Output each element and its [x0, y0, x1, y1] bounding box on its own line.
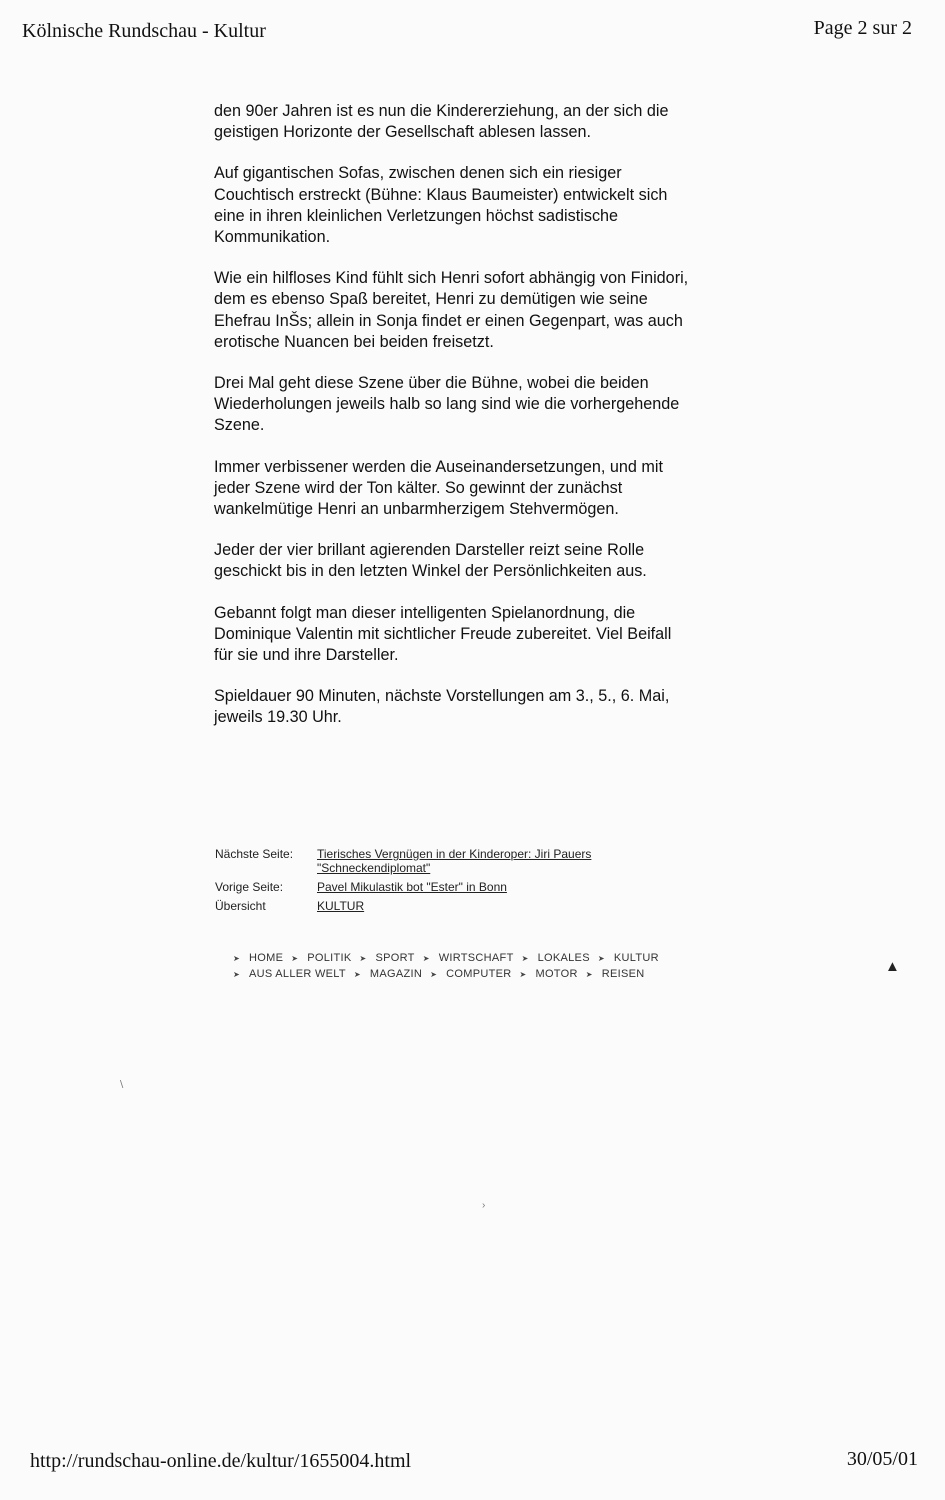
menu-item-label: LOKALES — [537, 952, 590, 964]
arrow-bullet-icon: ➤ — [353, 969, 361, 979]
arrow-bullet-icon: ➤ — [422, 953, 430, 963]
next-page-label: Nächste Seite: — [215, 847, 294, 861]
arrow-bullet-icon: ➤ — [597, 953, 605, 963]
paragraph-8: Spieldauer 90 Minuten, nächste Vorstellungen am 3., 5., 6. Mai, jeweils 19.30 Uhr. — [214, 687, 670, 727]
arrow-bullet-icon: ➤ — [430, 969, 438, 979]
arrow-bullet-icon: ➤ — [359, 953, 367, 963]
arrow-bullet-icon: ➤ — [585, 969, 593, 979]
menu-item-computer[interactable] — [430, 968, 511, 980]
menu-item-wirtschaft[interactable] — [423, 952, 514, 964]
section-menu — [233, 952, 703, 984]
scan-speck: › — [482, 1200, 486, 1211]
paragraph-4: Drei Mal geht diese Szene über die Bühne, wobei die beiden Wiederholungen jeweils halb so lang sind wie die vorhergehende Szene. — [214, 374, 680, 435]
arrow-bullet-icon: ➤ — [233, 953, 241, 963]
footer-date: 30/05/01 — [846, 1448, 918, 1470]
menu-item-magazin[interactable] — [354, 968, 422, 980]
page-header-title: Kölnische Rundschau - Kultur — [22, 20, 266, 42]
section-menu-row-2 — [233, 968, 703, 980]
article-body — [214, 101, 694, 749]
paragraph-5: Immer verbissener werden die Auseinandersetzungen, und mit jeder Szene wird der Ton kälter. So gewinnt der zunächst wankelmütige Henri an unbarmherzigem Stehvermögen. — [214, 457, 663, 519]
menu-item-label: HOME — [249, 952, 284, 964]
menu-item-aus-aller-welt[interactable] — [233, 968, 346, 980]
arrow-bullet-icon: ➤ — [233, 969, 241, 979]
paragraph-3: Wie ein hilfloses Kind fühlt sich Henri sofort abhängig von Finidori, dem es ebenso Spaß bereitet, Henri zu demütigen wie seine Ehefrau InŠs; allein in Sonja findet er einen Gegenpart, was auch erotische Nuancen bei beiden freisetzt. — [214, 269, 689, 351]
menu-item-label: COMPUTER — [446, 968, 512, 980]
menu-item-label: WIRTSCHAFT — [438, 952, 514, 964]
menu-item-label: AUS ALLER WELT — [249, 968, 346, 980]
overview-link[interactable]: KULTUR — [317, 899, 365, 913]
arrow-bullet-icon: ➤ — [291, 953, 299, 963]
paragraph-2: Auf gigantischen Sofas, zwischen denen sich ein riesiger Couchtisch erstreckt (Bühne: Klaus Baumeister) entwickelt sich eine in ihren kleinlichen Verletzungen höchst sadistische Kommunikation. — [214, 164, 668, 247]
section-menu-row-1 — [233, 952, 703, 964]
previous-page-row — [215, 880, 685, 894]
footer-url: http://rundschau-online.de/kultur/1655004.html — [30, 1450, 412, 1472]
paragraph-1: den 90er Jahren ist es nun die Kindererziehung, an der sich die geistigen Horizonte der Gesellschaft ablesen lassen. — [214, 102, 669, 142]
menu-item-label: SPORT — [375, 952, 415, 964]
menu-item-home[interactable] — [233, 952, 283, 964]
menu-item-label: POLITIK — [307, 952, 352, 964]
overview-label: Übersicht — [215, 899, 266, 913]
previous-page-label: Vorige Seite: — [215, 880, 284, 894]
overview-row — [215, 899, 685, 913]
previous-page-link[interactable]: Pavel Mikulastik bot "Ester" in Bonn — [317, 880, 507, 894]
menu-item-label: MAGAZIN — [369, 968, 423, 980]
article-navigation — [215, 847, 685, 918]
next-page-row — [215, 847, 685, 875]
next-page-link[interactable]: Tierisches Vergnügen in der Kinderoper: Jiri Pauers "Schneckendiplomat" — [317, 847, 592, 875]
menu-item-politik[interactable] — [291, 952, 351, 964]
paragraph-7: Gebannt folgt man dieser intelligenten Spielanordnung, die Dominique Valentin mit sichtlicher Freude zubereitet. Viel Beifall für sie und ihre Darsteller. — [214, 603, 672, 665]
scan-speck: ∖ — [118, 1080, 125, 1091]
menu-item-reisen[interactable] — [586, 968, 645, 980]
up-triangle-icon[interactable]: ▲ — [885, 958, 900, 975]
page-number: Page 2 sur 2 — [813, 17, 912, 39]
paragraph-6: Jeder der vier brillant agierenden Darsteller reizt seine Rolle geschickt bis in den letzten Winkel der Persönlichkeiten aus. — [214, 541, 647, 581]
menu-item-kultur[interactable] — [598, 952, 659, 964]
menu-item-label: REISEN — [601, 968, 645, 980]
menu-item-motor[interactable] — [519, 968, 577, 980]
menu-item-sport[interactable] — [359, 952, 414, 964]
menu-item-lokales[interactable] — [522, 952, 590, 964]
arrow-bullet-icon: ➤ — [519, 969, 527, 979]
menu-item-label: MOTOR — [535, 968, 578, 980]
arrow-bullet-icon: ➤ — [521, 953, 529, 963]
menu-item-label: KULTUR — [613, 952, 659, 964]
